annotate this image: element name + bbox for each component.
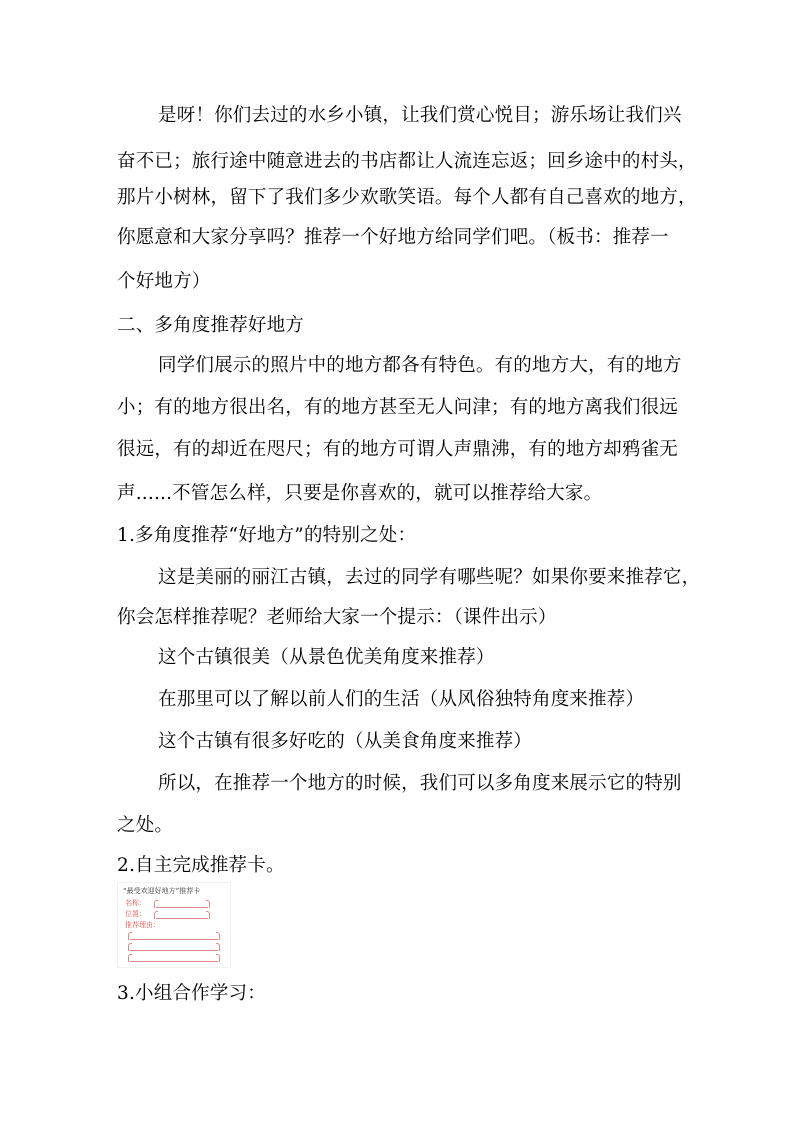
list-item-heading: 1.多角度推荐“好地方”的特别之处： (117, 525, 417, 546)
paragraph-line: 是呀！你们去过的水乡小镇，让我们赏心悦目；游乐场让我们兴 (158, 105, 682, 126)
card-reason-label: 推荐理由： (125, 921, 160, 929)
paragraph-line: 这是美丽的丽江古镇，去过的同学有哪些呢？如果你要来推荐它， (158, 567, 701, 588)
list-item-heading: 2.自主完成推荐卡。 (117, 855, 285, 876)
paragraph-line: 奋不已；旅行途中随意进去的书店都让人流连忘返；回乡途中的村头， (117, 151, 697, 172)
card-name-label: 名称： (125, 899, 146, 907)
card-reason-field (130, 943, 218, 951)
paragraph-line: 很远，有的却近在咫尺；有的地方可谓人声鼎沸，有的地方却鸦雀无 (117, 439, 679, 460)
section-heading: 二、多角度推荐好地方 (117, 315, 305, 336)
tip-line: 这个古镇很美（从景色优美角度来推荐） (158, 647, 495, 668)
card-location-label: 位置： (125, 910, 146, 918)
card-reason-field (130, 954, 218, 962)
paragraph-line: 你会怎样推荐呢？老师给大家一个提示：（课件出示） (117, 607, 557, 628)
paragraph-line: 同学们展示的照片中的地方都各有特色。有的地方大，有的地方 (158, 355, 682, 376)
card-reason-field (130, 932, 218, 940)
card-title: “最受欢迎好地方”推荐卡 (123, 887, 201, 895)
tip-line: 这个古镇有很多好吃的（从美食角度来推荐） (158, 731, 533, 752)
list-item-heading: 3.小组合作学习： (117, 983, 266, 1004)
card-location-field (156, 911, 208, 919)
paragraph-line: 那片小树林，留下了我们多少欢歌笑语。每个人都有自己喜欢的地方， (117, 187, 697, 208)
paragraph-line: 小；有的地方很出名，有的地方甚至无人问津；有的地方离我们很远 (117, 397, 679, 418)
paragraph-line: 之处。 (117, 815, 174, 836)
tip-line: 在那里可以了解以前人们的生活（从风俗独特角度来推荐） (158, 689, 645, 710)
paragraph-line: 所以，在推荐一个地方的时候，我们可以多角度来展示它的特别 (158, 773, 682, 794)
recommendation-card-image (118, 883, 230, 967)
card-name-field (156, 900, 208, 908)
paragraph-line: 个好地方） (117, 271, 211, 292)
paragraph-line: 声......不管怎么样，只要是你喜欢的，就可以推荐给大家。 (117, 483, 603, 504)
paragraph-line: 你愿意和大家分享吗？推荐一个好地方给同学们吧。（板书：推荐一 (117, 227, 669, 248)
